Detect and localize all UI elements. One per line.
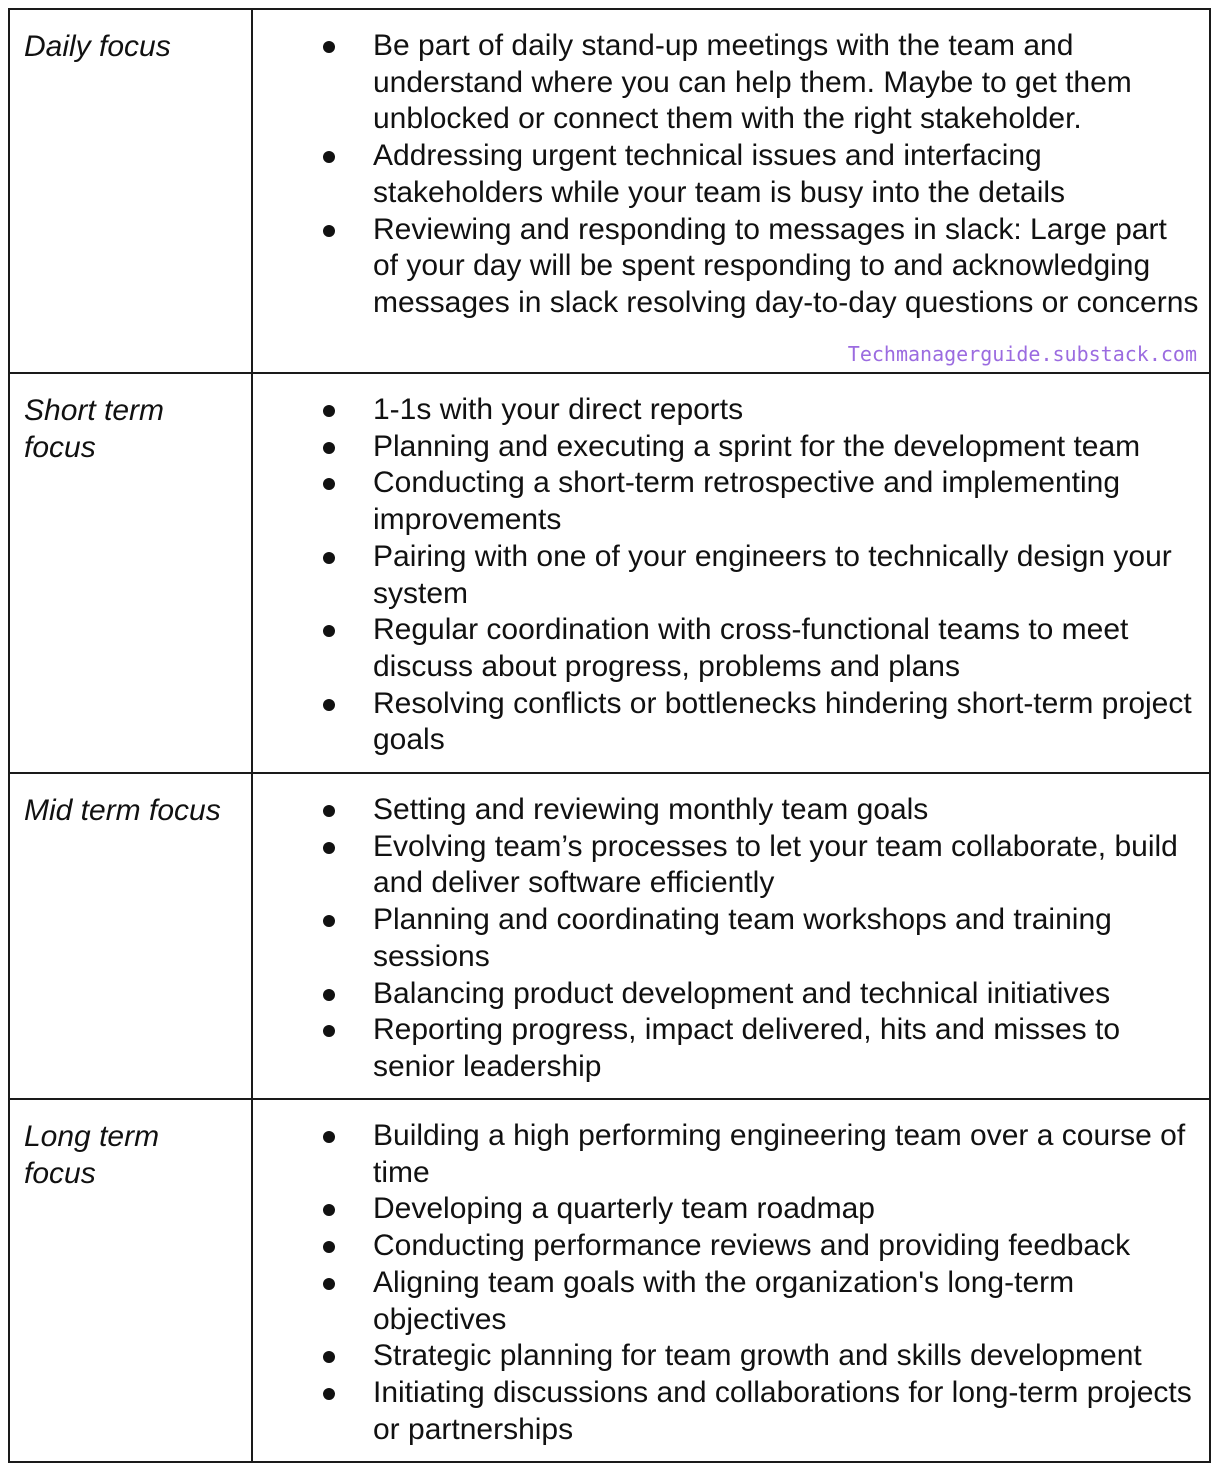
row-items — [252, 1099, 1210, 1462]
list-item-text: Regular coordination with cross-functional teams to meet discuss about progress, problems and plans — [373, 613, 1129, 683]
list-item-text: Aligning team goals with the organization's long-term objectives — [373, 1265, 1075, 1336]
bullet-list — [253, 28, 1199, 322]
list-item — [253, 902, 1199, 975]
list-item — [253, 429, 1199, 466]
row-label: Mid term focus — [9, 773, 252, 1099]
bullet-icon — [323, 478, 335, 490]
row-items — [252, 9, 1210, 373]
bullet-icon — [323, 552, 335, 564]
list-item-text: Conducting performance reviews and providing feedback — [373, 1229, 1131, 1263]
bullet-icon — [323, 1204, 335, 1216]
list-item-text: Strategic planning for team growth and skills development — [373, 1339, 1142, 1373]
list-item-text: 1-1s with your direct reports — [373, 393, 744, 426]
bullet-list — [253, 392, 1199, 759]
list-item — [253, 686, 1199, 759]
bullet-list — [253, 792, 1199, 1086]
bullet-icon — [323, 442, 335, 454]
bullet-icon — [323, 1025, 335, 1037]
list-item-text: Planning and executing a sprint for the development team — [373, 429, 1141, 463]
list-item-text: Pairing with one of your engineers to technically design your system — [373, 539, 1172, 610]
list-item — [253, 212, 1199, 322]
bullet-icon — [323, 805, 335, 817]
list-item — [253, 539, 1199, 612]
row-items — [252, 373, 1210, 773]
list-item — [253, 829, 1199, 902]
list-item-text: Addressing urgent technical issues and interfacing stakeholders while your team is busy into the details — [373, 139, 1066, 209]
list-item-text: Reporting progress, impact delivered, hits and misses to senior leadership — [373, 1013, 1121, 1083]
list-item-text: Planning and coordinating team workshops and training sessions — [373, 903, 1112, 973]
list-item-text: Balancing product development and technical initiatives — [373, 976, 1111, 1010]
row-label: Short term focus — [9, 373, 252, 773]
row-items — [252, 773, 1210, 1099]
bullet-icon — [323, 1388, 335, 1400]
list-item — [253, 976, 1199, 1013]
list-item — [253, 1375, 1199, 1448]
bullet-icon — [323, 989, 335, 1001]
bullet-icon — [323, 41, 335, 53]
focus-table — [8, 8, 1211, 1463]
list-item-text: Conducting a short-term retrospective and implementing improvements — [373, 466, 1121, 537]
list-item — [253, 138, 1199, 211]
list-item-text: Setting and reviewing monthly team goals — [373, 793, 929, 826]
list-item — [253, 1265, 1199, 1338]
list-item-text: Be part of daily stand-up meetings with the team and understand where you can help them. Maybe to get them unblocked or connect them with the right stakeholder. — [373, 29, 1132, 136]
bullet-icon — [323, 625, 335, 637]
table-row-mid-term — [9, 773, 1210, 1099]
list-item — [253, 392, 1199, 429]
list-item-text: Resolving conflicts or bottlenecks hindering short-term project goals — [373, 686, 1192, 757]
bullet-icon — [323, 1241, 335, 1253]
list-item-text: Evolving team’s processes to let your team collaborate, build and deliver software efficiently — [373, 829, 1178, 900]
bullet-icon — [323, 405, 335, 417]
bullet-icon — [323, 225, 335, 237]
list-item — [253, 1012, 1199, 1085]
bullet-icon — [323, 1351, 335, 1363]
list-item-text: Initiating discussions and collaborations for long-term projects or partnerships — [373, 1375, 1192, 1446]
row-label: Daily focus — [9, 9, 252, 373]
bullet-icon — [323, 699, 335, 711]
list-item — [253, 612, 1199, 685]
bullet-icon — [323, 842, 335, 854]
watermark: Techmanagerguide.substack.com — [847, 342, 1197, 366]
bullet-list — [253, 1118, 1199, 1448]
row-label: Long term focus — [9, 1099, 252, 1462]
table-row-daily — [9, 9, 1210, 373]
list-item — [253, 28, 1199, 138]
list-item-text: Building a high performing engineering team over a course of time — [373, 1119, 1186, 1189]
list-item — [253, 792, 1199, 829]
list-item — [253, 465, 1199, 538]
list-item — [253, 1191, 1199, 1228]
bullet-icon — [323, 1131, 335, 1143]
list-item — [253, 1228, 1199, 1265]
bullet-icon — [323, 1278, 335, 1290]
list-item-text: Reviewing and responding to messages in slack: Large part of your day will be spent responding to and acknowledging messages in slack resolving day-to-day questions or concerns — [373, 212, 1199, 319]
list-item — [253, 1338, 1199, 1375]
table-row-long-term — [9, 1099, 1210, 1462]
bullet-icon — [323, 151, 335, 163]
list-item — [253, 1118, 1199, 1191]
table-row-short-term — [9, 373, 1210, 773]
bullet-icon — [323, 915, 335, 927]
list-item-text: Developing a quarterly team roadmap — [373, 1192, 875, 1226]
